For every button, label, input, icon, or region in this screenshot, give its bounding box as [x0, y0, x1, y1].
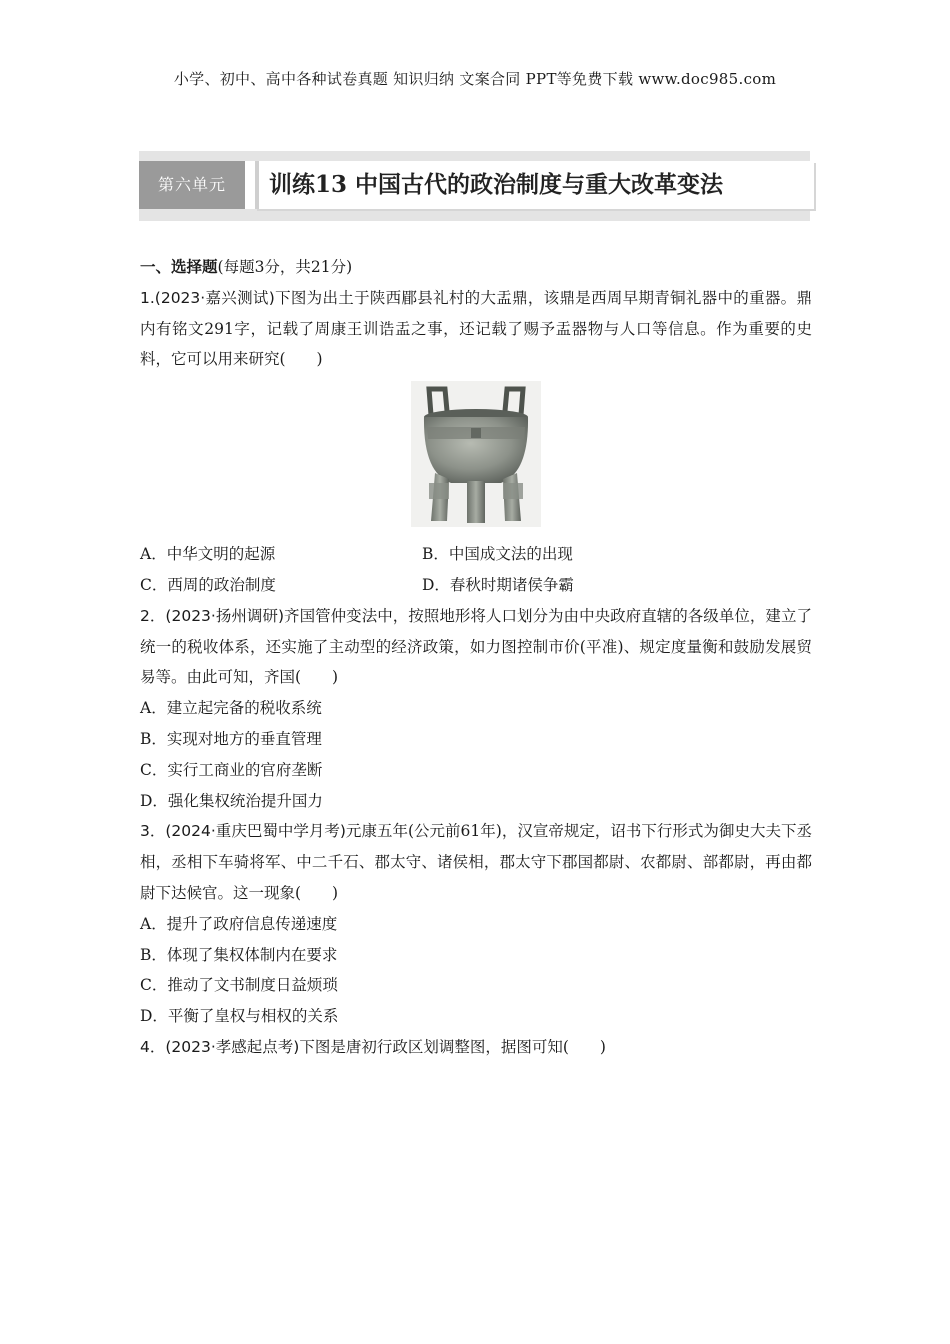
question-1-option-d[interactable]: D．春秋时期诸侯争霸 — [422, 575, 574, 594]
question-3-stem: 元康五年(公元前61年)，汉宣帝规定，诏书下行形式为御史大夫下丞相，丞相下车骑将军、中二千石、郡太守、诸侯相，郡太守下郡国都尉、农都尉、部都尉，再由都尉下达候官。这一现象( ) — [140, 822, 812, 902]
ding-figure — [140, 381, 812, 531]
bronze-ding-image — [411, 381, 541, 527]
section-note: (每题3分，共21分) — [217, 258, 353, 276]
unit-label: 第六单元 — [139, 161, 245, 209]
question-2-stem: 齐国管仲变法中，按照地形将人口划分为由中央政府直辖的各级单位，建立了统一的税收体系，还实施了主动型的经济政策，如力图控制市价(平准)、规定度量衡和鼓励发展贸易等。由此可知，齐国( ) — [140, 606, 812, 687]
banner-stripe-top — [139, 151, 810, 161]
question-4 — [140, 1032, 812, 1063]
unit-banner — [139, 151, 810, 221]
question-2-option-d[interactable]: D．强化集权统治提升国力 — [140, 791, 323, 810]
question-3-source: 3．(2024·重庆巴蜀中学月考) — [140, 822, 346, 841]
question-3-option-d[interactable]: D．平衡了皇权与相权的关系 — [140, 1007, 339, 1026]
question-3-option-b[interactable]: B．体现了集权体制内在要求 — [140, 945, 338, 964]
question-4-source: 4．(2023·孝感起点考) — [140, 1037, 300, 1056]
question-1-option-b[interactable]: B．中国成文法的出现 — [422, 545, 573, 564]
question-3-option-a[interactable]: A．提升了政府信息传递速度 — [140, 914, 338, 933]
section-heading — [140, 252, 812, 283]
section-title: 一、选择题 — [140, 257, 218, 276]
question-4-stem: 下图是唐初行政区划调整图，据图可知( ) — [299, 1037, 606, 1056]
question-3 — [140, 816, 812, 908]
question-3-option-c[interactable]: C．推动了文书制度日益烦琐 — [140, 976, 338, 995]
question-2-option-a[interactable]: A．建立起完备的税收系统 — [140, 699, 322, 718]
page-title: 训练13 中国古代的政治制度与重大改革变法 — [269, 171, 724, 198]
page-header: 小学、初中、高中各种试卷真题 知识归纳 文案合同 PPT等免费下载 www.doc985.com — [173, 70, 777, 88]
question-1-options-row-2 — [140, 570, 812, 601]
question-1-source: 1.(2023·嘉兴测试) — [140, 288, 275, 307]
exercise-content — [140, 252, 812, 1063]
banner-stripe-bottom — [139, 209, 810, 221]
question-2 — [140, 601, 812, 693]
question-2-source: 2．(2023·扬州调研) — [140, 606, 285, 625]
question-1-stem: 下图为出土于陕西郿县礼村的大盂鼎，该鼎是西周早期青铜礼器中的重器。鼎内有铭文291字，记载了周康王训诰盂之事，还记载了赐予盂器物与人口等信息。作为重要的史料，它可以用来研究( ) — [140, 288, 812, 369]
question-2-option-b[interactable]: B．实现对地方的垂直管理 — [140, 729, 322, 748]
title-box — [255, 161, 814, 209]
question-1-option-c[interactable]: C．西周的政治制度 — [140, 575, 276, 594]
question-2-option-c[interactable]: C．实行工商业的官府垄断 — [140, 760, 323, 779]
question-1 — [140, 283, 812, 375]
question-1-option-a[interactable]: A．中华文明的起源 — [140, 545, 276, 564]
question-1-options-row-1 — [140, 539, 812, 570]
